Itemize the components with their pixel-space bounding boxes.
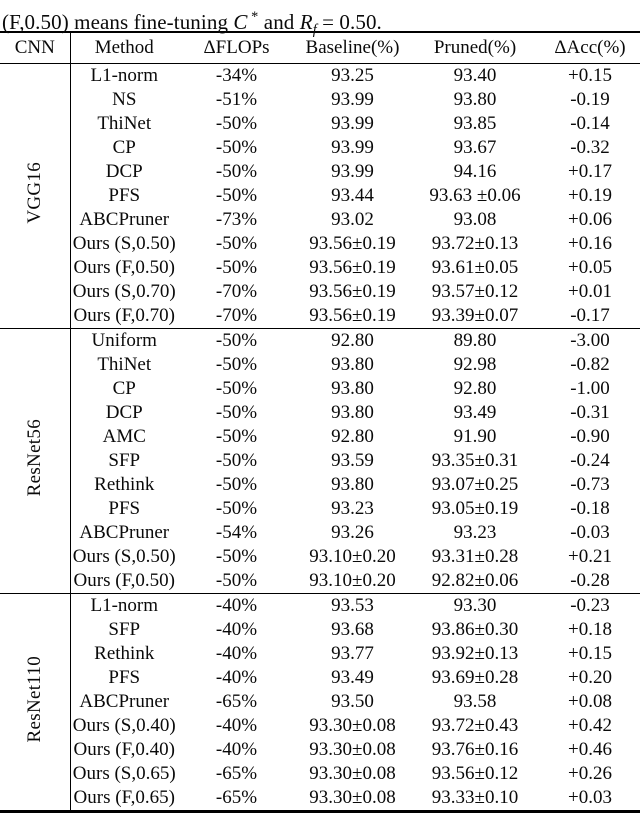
table-row bbox=[0, 497, 640, 521]
dacc-cell: +0.16 bbox=[568, 233, 612, 254]
method-cell: ABCPruner bbox=[79, 209, 170, 230]
table-row bbox=[0, 425, 640, 449]
pruned-cell: 93.76±0.16 bbox=[431, 739, 519, 760]
table-row bbox=[0, 618, 640, 642]
dacc-cell: +0.42 bbox=[568, 715, 612, 736]
dflops-cell: -50% bbox=[215, 257, 258, 278]
table-row bbox=[0, 329, 640, 354]
dflops-cell: -40% bbox=[215, 739, 258, 760]
dacc-cell: +0.46 bbox=[568, 739, 612, 760]
method-cell: L1-norm bbox=[90, 65, 159, 86]
baseline-cell: 93.80 bbox=[331, 378, 374, 399]
table-row bbox=[0, 786, 640, 812]
pruned-cell: 93.07±0.25 bbox=[431, 474, 519, 495]
dflops-cell: -50% bbox=[215, 450, 258, 471]
baseline-cell: 93.56±0.19 bbox=[309, 281, 396, 302]
method-cell: Uniform bbox=[91, 330, 157, 351]
baseline-cell: 93.59 bbox=[331, 450, 374, 471]
caption-part: = 0.50. bbox=[316, 10, 382, 34]
pruned-cell: 94.16 bbox=[453, 161, 497, 182]
dacc-cell: +0.08 bbox=[568, 691, 612, 712]
baseline-cell: 93.02 bbox=[331, 209, 374, 230]
pruned-cell: 93.61±0.05 bbox=[431, 257, 519, 278]
dflops-cell: -40% bbox=[215, 595, 258, 616]
pruned-cell: 92.80 bbox=[453, 378, 497, 399]
dacc-cell: -0.32 bbox=[570, 137, 610, 158]
cnn-group-resnet56 bbox=[0, 329, 640, 594]
method-cell: DCP bbox=[105, 402, 143, 423]
dacc-cell: +0.01 bbox=[568, 281, 612, 302]
table-row bbox=[0, 762, 640, 786]
dflops-cell: -40% bbox=[215, 667, 258, 688]
method-cell: Ours (S,0.50) bbox=[72, 233, 176, 254]
method-cell: Ours (S,0.70) bbox=[72, 281, 176, 302]
pruned-cell: 93.33±0.10 bbox=[431, 787, 519, 808]
dacc-cell: +0.03 bbox=[568, 787, 612, 808]
dflops-cell: -50% bbox=[215, 546, 258, 567]
dflops-cell: -50% bbox=[215, 354, 258, 375]
pruned-cell: 93.67 bbox=[453, 137, 497, 158]
method-cell: PFS bbox=[108, 667, 141, 688]
dflops-cell: -73% bbox=[215, 209, 258, 230]
baseline-cell: 93.30±0.08 bbox=[309, 715, 396, 736]
dacc-cell: -0.18 bbox=[570, 498, 610, 519]
table-row bbox=[0, 594, 640, 619]
table-row bbox=[0, 256, 640, 280]
method-cell: ThiNet bbox=[97, 354, 152, 375]
dacc-cell: -0.90 bbox=[570, 426, 610, 447]
pruned-cell: 92.82±0.06 bbox=[431, 570, 519, 591]
dflops-cell: -50% bbox=[215, 330, 258, 351]
pruned-cell: 93.31±0.28 bbox=[431, 546, 519, 567]
dflops-cell: -50% bbox=[215, 378, 258, 399]
dflops-cell: -50% bbox=[215, 570, 258, 591]
dacc-cell: -0.14 bbox=[570, 113, 610, 134]
pruned-cell: 93.72±0.13 bbox=[431, 233, 519, 254]
method-cell: ThiNet bbox=[97, 113, 152, 134]
dacc-cell: -0.28 bbox=[570, 570, 610, 591]
method-cell: DCP bbox=[105, 161, 143, 182]
table-row bbox=[0, 377, 640, 401]
baseline-cell: 93.56±0.19 bbox=[309, 305, 396, 326]
table-row bbox=[0, 401, 640, 425]
baseline-cell: 93.99 bbox=[331, 113, 374, 134]
dflops-cell: -50% bbox=[215, 233, 258, 254]
pruned-cell: 93.39±0.07 bbox=[431, 305, 519, 326]
caption-part: (F,0.50) means fine-tuning bbox=[2, 10, 234, 34]
baseline-cell: 93.23 bbox=[331, 498, 374, 519]
baseline-cell: 92.80 bbox=[331, 426, 374, 447]
caption-part: * bbox=[247, 9, 259, 25]
dflops-cell: -65% bbox=[215, 691, 258, 712]
table-header bbox=[0, 32, 640, 64]
baseline-cell: 93.56±0.19 bbox=[309, 233, 396, 254]
dacc-cell: -0.82 bbox=[570, 354, 610, 375]
pruned-cell: 91.90 bbox=[453, 426, 497, 447]
method-cell: CP bbox=[112, 378, 136, 399]
column-header-baseline: Baseline(%) bbox=[305, 37, 400, 58]
dflops-cell: -70% bbox=[215, 281, 258, 302]
cnn-label: VGG16 bbox=[24, 162, 46, 224]
method-cell: Ours (F,0.40) bbox=[73, 739, 175, 760]
method-cell: Ours (S,0.50) bbox=[72, 546, 176, 567]
table-row bbox=[0, 184, 640, 208]
caption-part: and bbox=[258, 10, 300, 34]
method-cell: Ours (F,0.50) bbox=[73, 257, 175, 278]
pruned-cell: 93.05±0.19 bbox=[431, 498, 519, 519]
baseline-cell: 93.10±0.20 bbox=[309, 546, 396, 567]
pruned-cell: 93.85 bbox=[453, 113, 497, 134]
baseline-cell: 93.99 bbox=[331, 137, 374, 158]
results-table bbox=[0, 31, 640, 813]
pruned-cell: 93.56±0.12 bbox=[431, 763, 519, 784]
cnn-group-vgg16 bbox=[0, 64, 640, 329]
caption-part: f bbox=[312, 22, 317, 39]
method-cell: Ours (F,0.50) bbox=[73, 570, 175, 591]
cnn-label: ResNet110 bbox=[24, 655, 46, 743]
pruned-cell: 93.23 bbox=[453, 522, 497, 543]
baseline-cell: 93.25 bbox=[331, 65, 374, 86]
pruned-cell: 93.63 ±0.06 bbox=[429, 185, 521, 206]
baseline-cell: 93.68 bbox=[331, 619, 374, 640]
table-row bbox=[0, 304, 640, 329]
baseline-cell: 93.77 bbox=[331, 643, 374, 664]
baseline-cell: 93.44 bbox=[331, 185, 374, 206]
baseline-cell: 93.49 bbox=[331, 667, 374, 688]
cnn-label-cell bbox=[0, 64, 70, 329]
dflops-cell: -34% bbox=[215, 65, 258, 86]
baseline-cell: 93.80 bbox=[331, 402, 374, 423]
dacc-cell: +0.06 bbox=[568, 209, 612, 230]
dflops-cell: -50% bbox=[215, 137, 258, 158]
table-row bbox=[0, 666, 640, 690]
baseline-cell: 93.99 bbox=[331, 161, 374, 182]
table-row bbox=[0, 449, 640, 473]
pruned-cell: 93.69±0.28 bbox=[431, 667, 519, 688]
dflops-cell: -50% bbox=[215, 402, 258, 423]
dflops-cell: -65% bbox=[215, 763, 258, 784]
column-header-dflops: ΔFLOPs bbox=[203, 37, 270, 58]
table-row bbox=[0, 280, 640, 304]
baseline-cell: 93.99 bbox=[331, 89, 374, 110]
caption-part: R bbox=[299, 10, 313, 34]
dacc-cell: +0.18 bbox=[568, 619, 612, 640]
table-row bbox=[0, 473, 640, 497]
baseline-cell: 93.26 bbox=[331, 522, 374, 543]
cnn-label-cell bbox=[0, 329, 70, 594]
dflops-cell: -40% bbox=[215, 715, 258, 736]
dflops-cell: -65% bbox=[215, 787, 258, 808]
method-cell: ABCPruner bbox=[79, 691, 170, 712]
column-header-dacc: ΔAcc(%) bbox=[554, 37, 626, 58]
cnn-label: ResNet56 bbox=[24, 419, 46, 497]
method-cell: Ours (F,0.65) bbox=[73, 787, 175, 808]
table-row bbox=[0, 690, 640, 714]
method-cell: Rethink bbox=[94, 643, 155, 664]
dflops-cell: -40% bbox=[215, 619, 258, 640]
pruned-cell: 93.80 bbox=[453, 89, 497, 110]
table-row bbox=[0, 232, 640, 256]
baseline-cell: 93.10±0.20 bbox=[309, 570, 396, 591]
dacc-cell: -0.73 bbox=[570, 474, 610, 495]
table-row bbox=[0, 353, 640, 377]
table-row bbox=[0, 112, 640, 136]
dacc-cell: -0.17 bbox=[570, 305, 610, 326]
column-header-method: Method bbox=[94, 37, 154, 58]
baseline-cell: 93.80 bbox=[331, 474, 374, 495]
table-row bbox=[0, 64, 640, 89]
dacc-cell: +0.05 bbox=[568, 257, 612, 278]
dflops-cell: -50% bbox=[215, 474, 258, 495]
dacc-cell: -1.00 bbox=[570, 378, 610, 399]
dacc-cell: +0.20 bbox=[568, 667, 612, 688]
pruned-cell: 93.92±0.13 bbox=[431, 643, 519, 664]
method-cell: Ours (S,0.65) bbox=[72, 763, 176, 784]
dacc-cell: +0.26 bbox=[568, 763, 612, 784]
table-row bbox=[0, 88, 640, 112]
dacc-cell: -0.23 bbox=[570, 595, 610, 616]
pruned-cell: 93.58 bbox=[453, 691, 497, 712]
pruned-cell: 93.86±0.30 bbox=[431, 619, 519, 640]
baseline-cell: 93.56±0.19 bbox=[309, 257, 396, 278]
method-cell: ABCPruner bbox=[79, 522, 170, 543]
dflops-cell: -50% bbox=[215, 161, 258, 182]
pruned-cell: 93.08 bbox=[453, 209, 497, 230]
table-row bbox=[0, 569, 640, 594]
baseline-cell: 93.30±0.08 bbox=[309, 739, 396, 760]
pruned-cell: 93.35±0.31 bbox=[431, 450, 519, 471]
dflops-cell: -50% bbox=[215, 498, 258, 519]
column-header-pruned: Pruned(%) bbox=[433, 37, 517, 58]
dflops-cell: -50% bbox=[215, 113, 258, 134]
dacc-cell: +0.19 bbox=[568, 185, 612, 206]
baseline-cell: 92.80 bbox=[331, 330, 374, 351]
caption bbox=[0, 0, 640, 39]
dflops-cell: -51% bbox=[215, 89, 258, 110]
method-cell: SFP bbox=[108, 450, 141, 471]
table-row bbox=[0, 521, 640, 545]
baseline-cell: 93.50 bbox=[331, 691, 374, 712]
baseline-cell: 93.53 bbox=[331, 595, 374, 616]
caption-part: C bbox=[233, 10, 248, 34]
dacc-cell: -0.31 bbox=[570, 402, 610, 423]
method-cell: Ours (F,0.70) bbox=[73, 305, 175, 326]
method-cell: NS bbox=[112, 89, 137, 110]
dacc-cell: +0.21 bbox=[568, 546, 612, 567]
baseline-cell: 93.30±0.08 bbox=[309, 763, 396, 784]
baseline-cell: 93.30±0.08 bbox=[309, 787, 396, 808]
dacc-cell: -0.19 bbox=[570, 89, 610, 110]
table-row bbox=[0, 738, 640, 762]
table-row bbox=[0, 545, 640, 569]
baseline-cell: 93.80 bbox=[331, 354, 374, 375]
method-cell: SFP bbox=[108, 619, 141, 640]
dflops-cell: -70% bbox=[215, 305, 258, 326]
dacc-cell: +0.17 bbox=[568, 161, 612, 182]
table-row bbox=[0, 714, 640, 738]
pruned-cell: 93.40 bbox=[453, 65, 497, 86]
table-row bbox=[0, 642, 640, 666]
dflops-cell: -50% bbox=[215, 426, 258, 447]
table-row bbox=[0, 160, 640, 184]
header-row bbox=[0, 32, 640, 64]
table-row bbox=[0, 208, 640, 232]
dflops-cell: -50% bbox=[215, 185, 258, 206]
method-cell: PFS bbox=[108, 498, 141, 519]
dacc-cell: -0.24 bbox=[570, 450, 610, 471]
method-cell: Rethink bbox=[94, 474, 155, 495]
pruned-cell: 93.49 bbox=[453, 402, 497, 423]
pruned-cell: 89.80 bbox=[453, 330, 497, 351]
method-cell: AMC bbox=[102, 426, 146, 447]
dflops-cell: -40% bbox=[215, 643, 258, 664]
dacc-cell: +0.15 bbox=[568, 65, 612, 86]
pruned-cell: 92.98 bbox=[453, 354, 497, 375]
method-cell: Ours (S,0.40) bbox=[72, 715, 176, 736]
column-header-cnn: CNN bbox=[0, 32, 70, 64]
dacc-cell: -3.00 bbox=[570, 330, 610, 351]
method-cell: CP bbox=[112, 137, 136, 158]
pruned-cell: 93.72±0.43 bbox=[431, 715, 519, 736]
dacc-cell: +0.15 bbox=[568, 643, 612, 664]
table-row bbox=[0, 136, 640, 160]
pruned-cell: 93.30 bbox=[453, 595, 497, 616]
method-cell: L1-norm bbox=[90, 595, 159, 616]
cnn-label-cell bbox=[0, 594, 70, 812]
cnn-group-resnet110 bbox=[0, 594, 640, 812]
method-cell: PFS bbox=[108, 185, 141, 206]
pruned-cell: 93.57±0.12 bbox=[431, 281, 519, 302]
dflops-cell: -54% bbox=[215, 522, 258, 543]
dacc-cell: -0.03 bbox=[570, 522, 610, 543]
